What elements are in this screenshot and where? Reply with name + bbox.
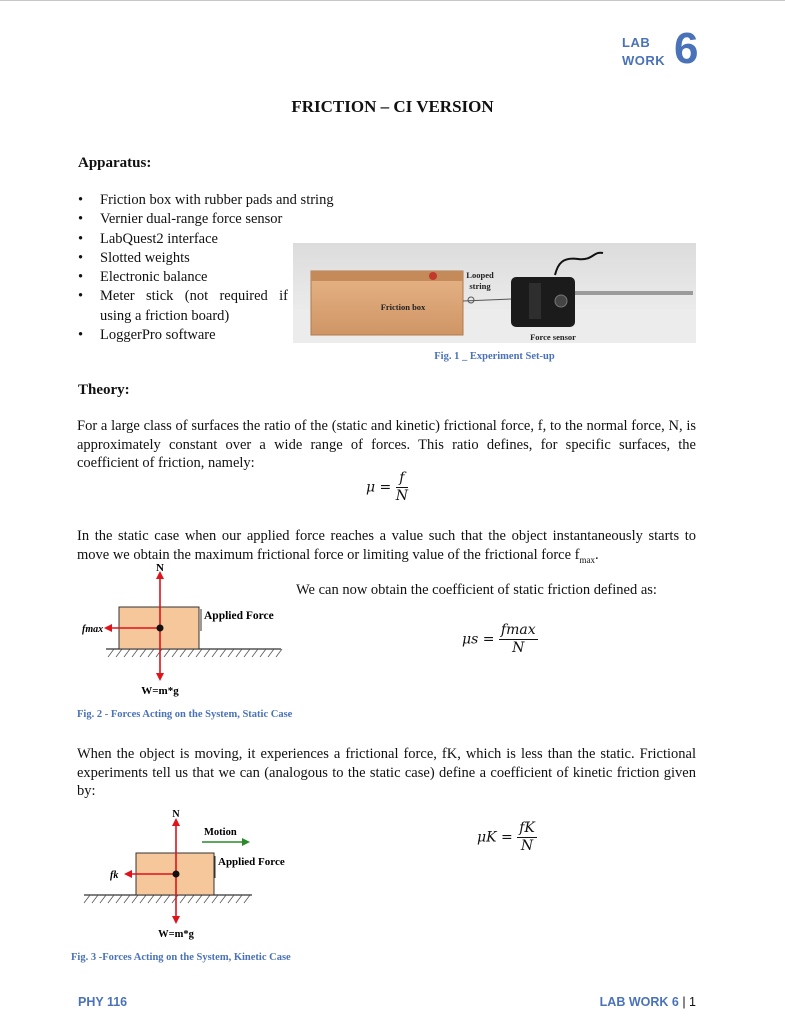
fig2-static-diagram xyxy=(76,563,296,703)
equation-mu-static xyxy=(462,622,538,657)
footer-page xyxy=(600,995,696,1009)
fig2-label-applied-force: Applied Force xyxy=(204,610,274,622)
fig3-caption: Fig. 3 -Forces Acting on the System, Kinetic Case xyxy=(71,952,291,963)
fig3-label-weight: W=m*g xyxy=(158,929,194,940)
footer-course: PHY 116 xyxy=(78,995,128,1009)
list-item: • Slotted weights xyxy=(78,249,190,266)
fig1-caption: Fig. 1 _ Experiment Set-up xyxy=(434,351,555,362)
fig2-caption: Fig. 2 - Forces Acting on the System, Static Case xyxy=(77,709,293,720)
fig3-label-n: N xyxy=(172,809,180,820)
apparatus-heading: Apparatus: xyxy=(78,155,152,171)
lab-word: LAB xyxy=(622,35,651,50)
apparatus-list xyxy=(78,191,334,345)
experiment-setup-photo xyxy=(293,243,696,343)
fig2-label-weight: W=m*g xyxy=(141,685,179,697)
support-rod xyxy=(573,291,693,295)
theory-heading: Theory: xyxy=(78,382,130,398)
equation-mu xyxy=(366,470,408,505)
footer-page-number: 1 xyxy=(689,995,696,1009)
list-item: • LabQuest2 interface xyxy=(78,230,218,247)
fig3-label-applied-force: Applied Force xyxy=(218,856,285,868)
eq2-lhs: μs = xyxy=(462,631,495,648)
setup-illustration xyxy=(293,243,696,343)
top-rule xyxy=(0,0,785,1)
work-word: WORK xyxy=(622,53,666,68)
fig2-label-n: N xyxy=(156,563,164,574)
page-title: FRICTION – CI VERSION xyxy=(291,97,494,116)
list-item: • Meter stick (not required if using a friction board) xyxy=(78,288,288,324)
list-item: • Friction box with rubber pads and string xyxy=(78,192,334,208)
eq3-denominator: N xyxy=(520,838,534,854)
eq2-numerator: fmax xyxy=(500,622,536,638)
theory-paragraph-3: We can now obtain the coefficient of static friction defined as: xyxy=(296,582,657,598)
list-item: • Vernier dual-range force sensor xyxy=(78,211,283,228)
theory-paragraph-4: When the object is moving, it experiences a frictional force, fK, which is less than the static. Frictional experiments tell us that we can (analogous to the static case) define a coefficient of kinetic friction given by: xyxy=(77,746,696,799)
eq1-lhs: μ = xyxy=(366,479,392,496)
eq2-denominator: N xyxy=(512,640,525,656)
eq1-numerator: f xyxy=(396,470,408,488)
fig2-label-fmax: fmax xyxy=(82,624,104,635)
eq1-denominator: N xyxy=(395,488,408,504)
list-item: • LoggerPro software xyxy=(78,327,216,344)
lab-number: 6 xyxy=(674,24,699,73)
eq3-lhs: μK = xyxy=(477,829,513,846)
fig3-kinetic-diagram xyxy=(72,806,312,946)
fig3-label-motion: Motion xyxy=(204,827,237,838)
label-force-sensor: Force sensor xyxy=(530,332,576,342)
equation-mu-kinetic xyxy=(477,820,537,855)
footer-lab-label: LAB WORK 6 xyxy=(599,995,679,1009)
lab-badge xyxy=(622,24,712,74)
eq3-numerator: fK xyxy=(519,820,535,836)
footer-separator: | xyxy=(682,995,686,1009)
fmax-subscript: max xyxy=(579,554,595,565)
theory-paragraph-1: For a large class of surfaces the ratio of the (static and kinetic) frictional force, f, to the normal force, N, is approximately constant over a wide range of forces. This ratio defines, for specific surfaces, the coefficient of friction, namely: xyxy=(77,418,696,471)
label-looped-string-1: Looped xyxy=(466,270,494,280)
label-friction-box: Friction box xyxy=(380,302,426,312)
label-looped-string-2: string xyxy=(469,281,491,291)
theory-paragraph-2: In the static case when our applied force reaches a value such that the object instantaneously starts to move we obtain the maximum frictional force or limiting value of the frictional force $f_{max}$. xyxy=(77,528,696,565)
list-item: • Electronic balance xyxy=(78,269,208,286)
fig3-label-fk: fk xyxy=(110,870,119,881)
